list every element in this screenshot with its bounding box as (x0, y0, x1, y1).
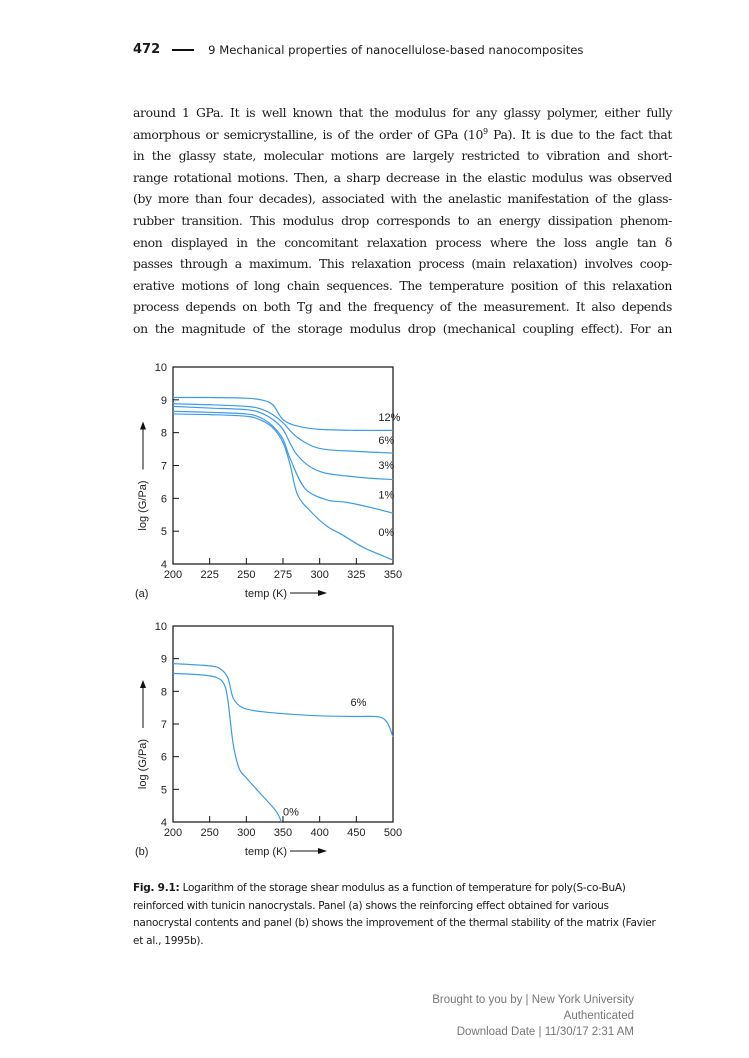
text-line: around 1 GPa. It is well known that the modulus for any glassy polymer, either fully (133, 105, 672, 120)
series-annotation: 0% (378, 527, 395, 540)
footer-line-2: Authenticated (563, 1010, 634, 1022)
chapter-title: 9 Mechanical properties of nanocellulose-based nanocomposites (208, 42, 584, 57)
text-segment: Pa). It is due to the fact that (487, 126, 672, 142)
x-tick-label: 250 (237, 569, 256, 581)
text-line: rubber transition. This modulus drop corresponds to an energy dissipation phenom- (133, 212, 672, 228)
x-tick-label: 350 (383, 569, 403, 581)
arrow-right-icon (318, 590, 327, 596)
y-tick-label: 6 (160, 493, 167, 506)
y-tick-label: 10 (154, 621, 167, 633)
plot-frame (173, 367, 393, 564)
x-tick-label: 250 (200, 827, 219, 839)
footer-line-1: Brought to you by | New York University (432, 994, 634, 1006)
x-tick-label: 300 (310, 569, 329, 581)
series-annotation: 1% (378, 489, 395, 502)
y-tick-label: 9 (160, 394, 167, 407)
x-tick-label: 350 (273, 827, 293, 839)
y-tick-label: 5 (160, 526, 167, 539)
series-line-1pct (173, 411, 393, 513)
series-annotation: 6% (350, 697, 367, 710)
y-tick-label: 5 (160, 784, 167, 797)
x-tick-label: 300 (237, 827, 256, 839)
y-tick-label: 8 (160, 427, 167, 440)
superscript: 9 (482, 126, 488, 136)
series-line-0pct (173, 673, 282, 822)
caption-text: Logarithm of the storage shear modulus as a function of temperature for poly(S-co-BuA) reinforced with tunicin nanocrystals. Panel (a) shows the reinforcing effect obtained for various nanocrystal contents and panel (b) shows the improvement of the thermal stability of the matrix (Favier et al., 1995b). (133, 882, 656, 947)
series-line-0pct (173, 414, 393, 560)
text-line: process depends on both Tg and the frequency of the measurement. It also depends (133, 299, 672, 315)
series-annotation: 6% (378, 435, 395, 448)
x-axis-label: temp (K) (244, 846, 288, 858)
text-line: range rotational motions. Then, a sharp decrease in the elastic modulus was observed (133, 169, 672, 185)
series-annotation: 0% (283, 806, 299, 819)
chart-panel-b (135, 621, 402, 858)
x-tick-label: 325 (347, 569, 366, 581)
arrow-right-icon (318, 848, 327, 854)
text-line: on the magnitude of the storage modulus drop (mechanical coupling effect). For an (133, 320, 672, 336)
y-tick-label: 10 (154, 362, 167, 374)
y-tick-label: 7 (160, 460, 167, 473)
figure-caption (133, 880, 663, 950)
footer-line-3: Download Date | 11/30/17 2:31 AM (456, 1026, 634, 1038)
panel-label: (b) (135, 846, 149, 858)
download-footer (432, 992, 634, 1040)
plot-frame (173, 626, 393, 822)
x-tick-label: 275 (273, 569, 293, 581)
x-tick-label: 450 (347, 827, 366, 839)
y-axis-label: log (G/Pa) (137, 738, 149, 790)
page-number: 472 (133, 42, 161, 57)
text-line: (by more than four decades), associated with the anelastic manifestation of the glass- (133, 191, 672, 207)
text-segment: amorphous or semicrystalline, is of the order of GPa (10 (133, 126, 483, 142)
arrow-up-icon (140, 422, 146, 430)
x-tick-label: 400 (310, 827, 329, 839)
x-tick-label: 500 (383, 827, 403, 839)
y-tick-label: 8 (160, 686, 167, 699)
chart-panel-a (135, 362, 402, 600)
y-tick-label: 4 (160, 559, 167, 571)
x-tick-label: 225 (200, 569, 219, 581)
text-line: enon displayed in the concomitant relaxation process where the loss angle tan δ (133, 234, 672, 250)
series-annotation: 12% (378, 412, 401, 425)
y-tick-label: 7 (160, 719, 167, 731)
y-tick-label: 6 (160, 751, 167, 764)
x-tick-label: 200 (163, 569, 183, 581)
caption-label: Fig. 9.1: (133, 882, 180, 894)
x-tick-label: 200 (163, 827, 183, 839)
series-annotation: 3% (378, 459, 395, 472)
y-axis-label: log (G/Pa) (137, 480, 149, 531)
y-tick-label: 4 (160, 817, 167, 829)
arrow-up-icon (140, 680, 146, 688)
x-axis-label: temp (K) (244, 588, 288, 600)
text-line: erative motions of long chain sequences. The temperature position of this relaxation (133, 277, 672, 293)
text-line: in the glassy state, molecular motions are largely restricted to vibration and short- (133, 148, 672, 164)
panel-label: (a) (135, 588, 149, 600)
text-line: passes through a maximum. This relaxation process (main relaxation) involves coop- (133, 256, 672, 272)
y-tick-label: 9 (160, 653, 167, 666)
